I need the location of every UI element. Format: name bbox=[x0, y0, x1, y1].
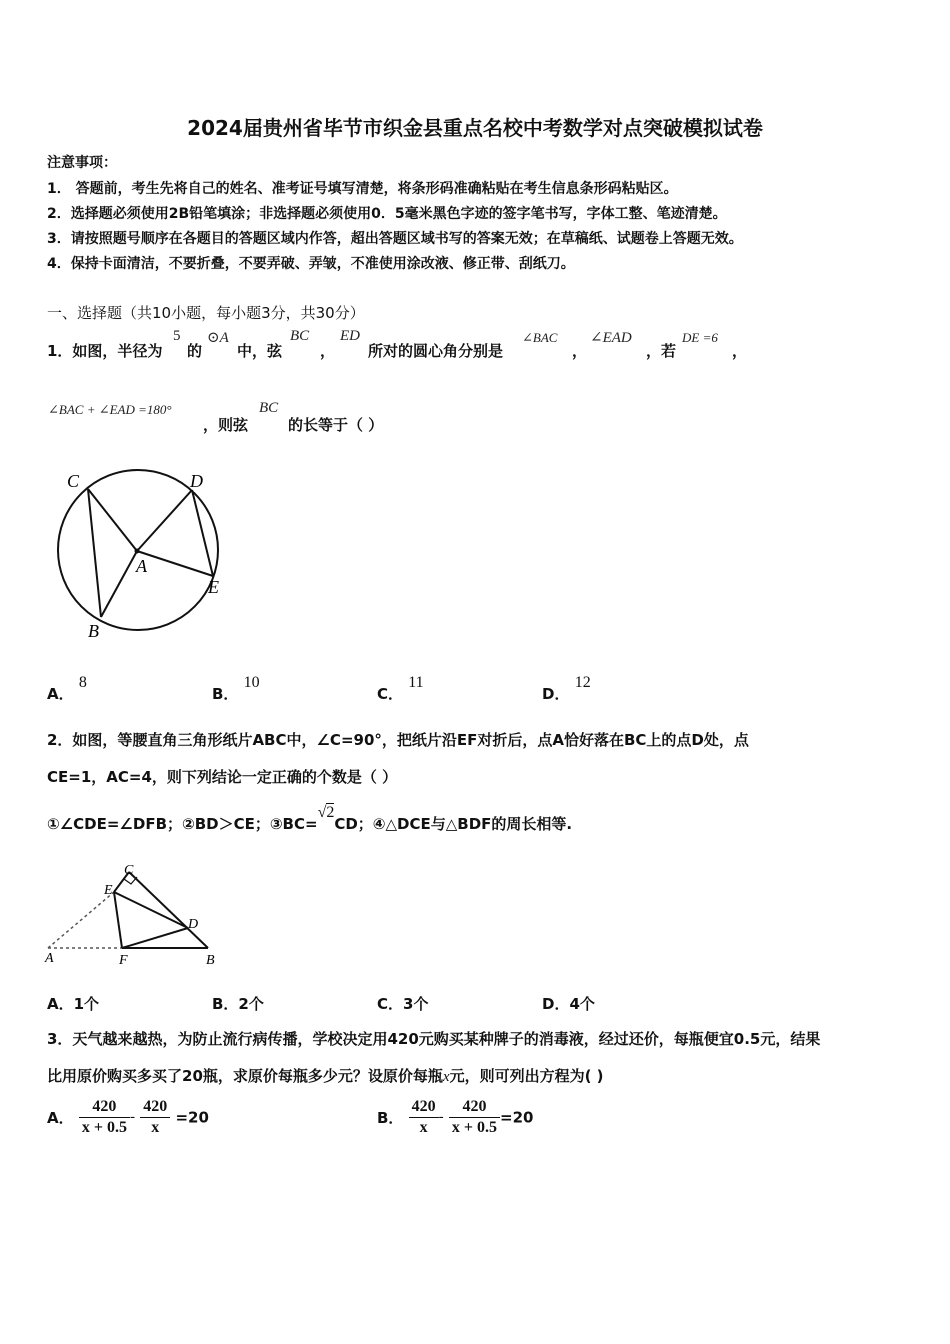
q1-chord-bc-2: BC bbox=[259, 400, 279, 416]
q1-de-length: DE =6 bbox=[682, 330, 718, 345]
fold-ae bbox=[48, 892, 114, 948]
q1-chord-ed: ED bbox=[340, 328, 360, 344]
label-d: D bbox=[190, 471, 203, 491]
q1-angle-ead: ∠EAD bbox=[590, 330, 632, 346]
q2-option-c[interactable]: C．3个 bbox=[377, 995, 429, 1013]
equation-rhs: =20 bbox=[175, 1108, 209, 1127]
label-c: C bbox=[67, 471, 80, 491]
fraction-numerator: 420 bbox=[79, 1098, 130, 1118]
q1-text: 的长等于（ ） bbox=[288, 416, 384, 434]
fraction-numerator: 420 bbox=[449, 1098, 500, 1118]
q2-line-1: 2．如图，等腰直角三角形纸片ABC中，∠C=90°，把纸片沿EF对折后，点A恰好落在BC上的点D处，点 bbox=[47, 731, 749, 749]
label-b: B bbox=[88, 621, 99, 641]
q1-option-d[interactable] bbox=[542, 674, 591, 704]
note-item: 1． 答题前，考生先将自己的姓名、准考证号填写清楚，将条形码准确粘贴在考生信息条形码粘贴区。 bbox=[47, 181, 678, 197]
q3-line-2-part-1: 比用原价购买多买了20瓶，求原价每瓶多少元？设原价每瓶 bbox=[47, 1067, 443, 1085]
q2-line-2: CE=1，AC=4，则下列结论一定正确的个数是（ ） bbox=[47, 768, 398, 786]
segment-ca bbox=[88, 489, 137, 551]
label-f: F bbox=[119, 953, 128, 968]
q1-text: ， bbox=[572, 342, 588, 360]
label-d: D bbox=[188, 917, 199, 932]
q1-text: 1．如图，半径为 bbox=[47, 342, 163, 360]
fraction bbox=[79, 1098, 130, 1137]
page-title: 2024届贵州省毕节市织金县重点名校中考数学对点突破模拟试卷 bbox=[187, 116, 763, 140]
fraction-denominator: x + 0.5 bbox=[81, 1119, 127, 1136]
q2-option-a[interactable]: A．1个 bbox=[47, 995, 100, 1013]
sqrt-symbol: √2 bbox=[317, 804, 335, 821]
note-item: 3．请按照题号顺序在各题目的答题区域内作答，超出答题区域书写的答案无效；在草稿纸、试题卷上答题无效。 bbox=[47, 231, 743, 247]
q2-option-d[interactable]: D．4个 bbox=[542, 995, 595, 1013]
label-b: B bbox=[206, 953, 215, 968]
q1-option-a[interactable] bbox=[47, 674, 87, 704]
q1-circle: ⊙A bbox=[207, 330, 229, 346]
q1-text: ， bbox=[732, 342, 748, 360]
q2-option-b[interactable]: B．2个 bbox=[212, 995, 264, 1013]
q3-line-2-part-2: 元，则可列出方程为( ) bbox=[449, 1067, 604, 1085]
q3-variable-x: x bbox=[442, 1069, 450, 1085]
option-letter: A． bbox=[47, 685, 74, 703]
segment-ae bbox=[137, 551, 213, 576]
fraction-denominator: x bbox=[151, 1119, 160, 1136]
q1-angle-bac: ∠BAC bbox=[522, 330, 558, 345]
q1-text: 的 bbox=[187, 342, 203, 360]
option-letter: D． bbox=[542, 685, 570, 703]
option-value: 8 bbox=[78, 674, 87, 691]
fold-line-ef bbox=[114, 892, 122, 948]
option-letter: A． bbox=[47, 1109, 74, 1127]
q1-text: 中，弦 bbox=[237, 342, 283, 360]
fraction-numerator: 420 bbox=[409, 1098, 439, 1118]
minus-sign: - bbox=[129, 1109, 135, 1125]
q1-chord-bc: BC bbox=[290, 328, 310, 344]
option-value: 11 bbox=[408, 674, 424, 691]
label-a: A bbox=[45, 951, 54, 966]
segment-fd bbox=[122, 928, 188, 948]
fraction bbox=[140, 1098, 170, 1137]
q1-condition: ∠BAC + ∠EAD =180° bbox=[48, 402, 172, 417]
sqrt-radicand: 2 bbox=[326, 804, 335, 821]
q1-text: 所对的圆心角分别是 bbox=[368, 342, 504, 360]
q2-statements-part-1: ①∠CDE=∠DFB；②BD＞CE；③BC= bbox=[47, 815, 318, 833]
equation-rhs: =20 bbox=[500, 1108, 534, 1127]
label-a: A bbox=[136, 556, 147, 576]
note-item: 4．保持卡面清洁，不要折叠，不要弄破、弄皱，不准使用涂改液、修正带、刮纸刀。 bbox=[47, 256, 575, 272]
q3-option-a[interactable] bbox=[47, 1098, 209, 1137]
segment-cb bbox=[129, 872, 208, 948]
note-item: 2．选择题必须使用2B铅笔填涂；非选择题必须使用0．5毫米黑色字迹的签字笔书写，字体工整、笔迹清楚。 bbox=[47, 206, 727, 222]
q2-triangle-figure bbox=[44, 862, 224, 970]
q1-text: ， bbox=[320, 342, 336, 360]
q1-option-b[interactable] bbox=[212, 674, 260, 704]
minus-sign: - bbox=[438, 1109, 444, 1125]
center-point bbox=[135, 549, 140, 554]
fraction-numerator: 420 bbox=[140, 1098, 170, 1118]
segment-ad bbox=[137, 490, 192, 551]
fraction bbox=[449, 1098, 500, 1137]
option-letter: C． bbox=[377, 685, 404, 703]
option-value: 12 bbox=[574, 674, 591, 691]
option-value: 10 bbox=[243, 674, 260, 691]
q3-option-b[interactable] bbox=[377, 1098, 533, 1137]
fraction-denominator: x bbox=[419, 1119, 428, 1136]
option-letter: B． bbox=[212, 685, 239, 703]
segment-cb bbox=[88, 489, 101, 617]
q3-line-2 bbox=[47, 1065, 604, 1086]
segment-ba bbox=[101, 551, 137, 617]
option-letter: B． bbox=[377, 1109, 404, 1127]
notes-heading: 注意事项： bbox=[47, 155, 117, 171]
q1-text: ，若 bbox=[646, 342, 677, 360]
fraction bbox=[409, 1098, 439, 1137]
q1-radius: 5 bbox=[173, 328, 181, 344]
segment-ed bbox=[114, 892, 188, 928]
label-c: C bbox=[124, 863, 134, 878]
label-e: E bbox=[104, 883, 113, 898]
label-e: E bbox=[208, 577, 219, 597]
q3-line-1: 3．天气越来越热，为防止流行病传播，学校决定用420元购买某种牌子的消毒液，经过还价，每瓶便宜0.5元，结果 bbox=[47, 1030, 821, 1048]
q1-option-c[interactable] bbox=[377, 674, 424, 704]
q1-circle-figure bbox=[50, 465, 240, 645]
fraction-denominator: x + 0.5 bbox=[451, 1119, 498, 1136]
q2-line-3 bbox=[47, 804, 573, 834]
q1-text: ，则弦 bbox=[203, 416, 249, 434]
section-heading: 一、选择题（共10小题，每小题3分，共30分） bbox=[47, 304, 365, 322]
q2-statements-part-2: CD；④△DCE与△BDF的周长相等. bbox=[334, 815, 573, 833]
